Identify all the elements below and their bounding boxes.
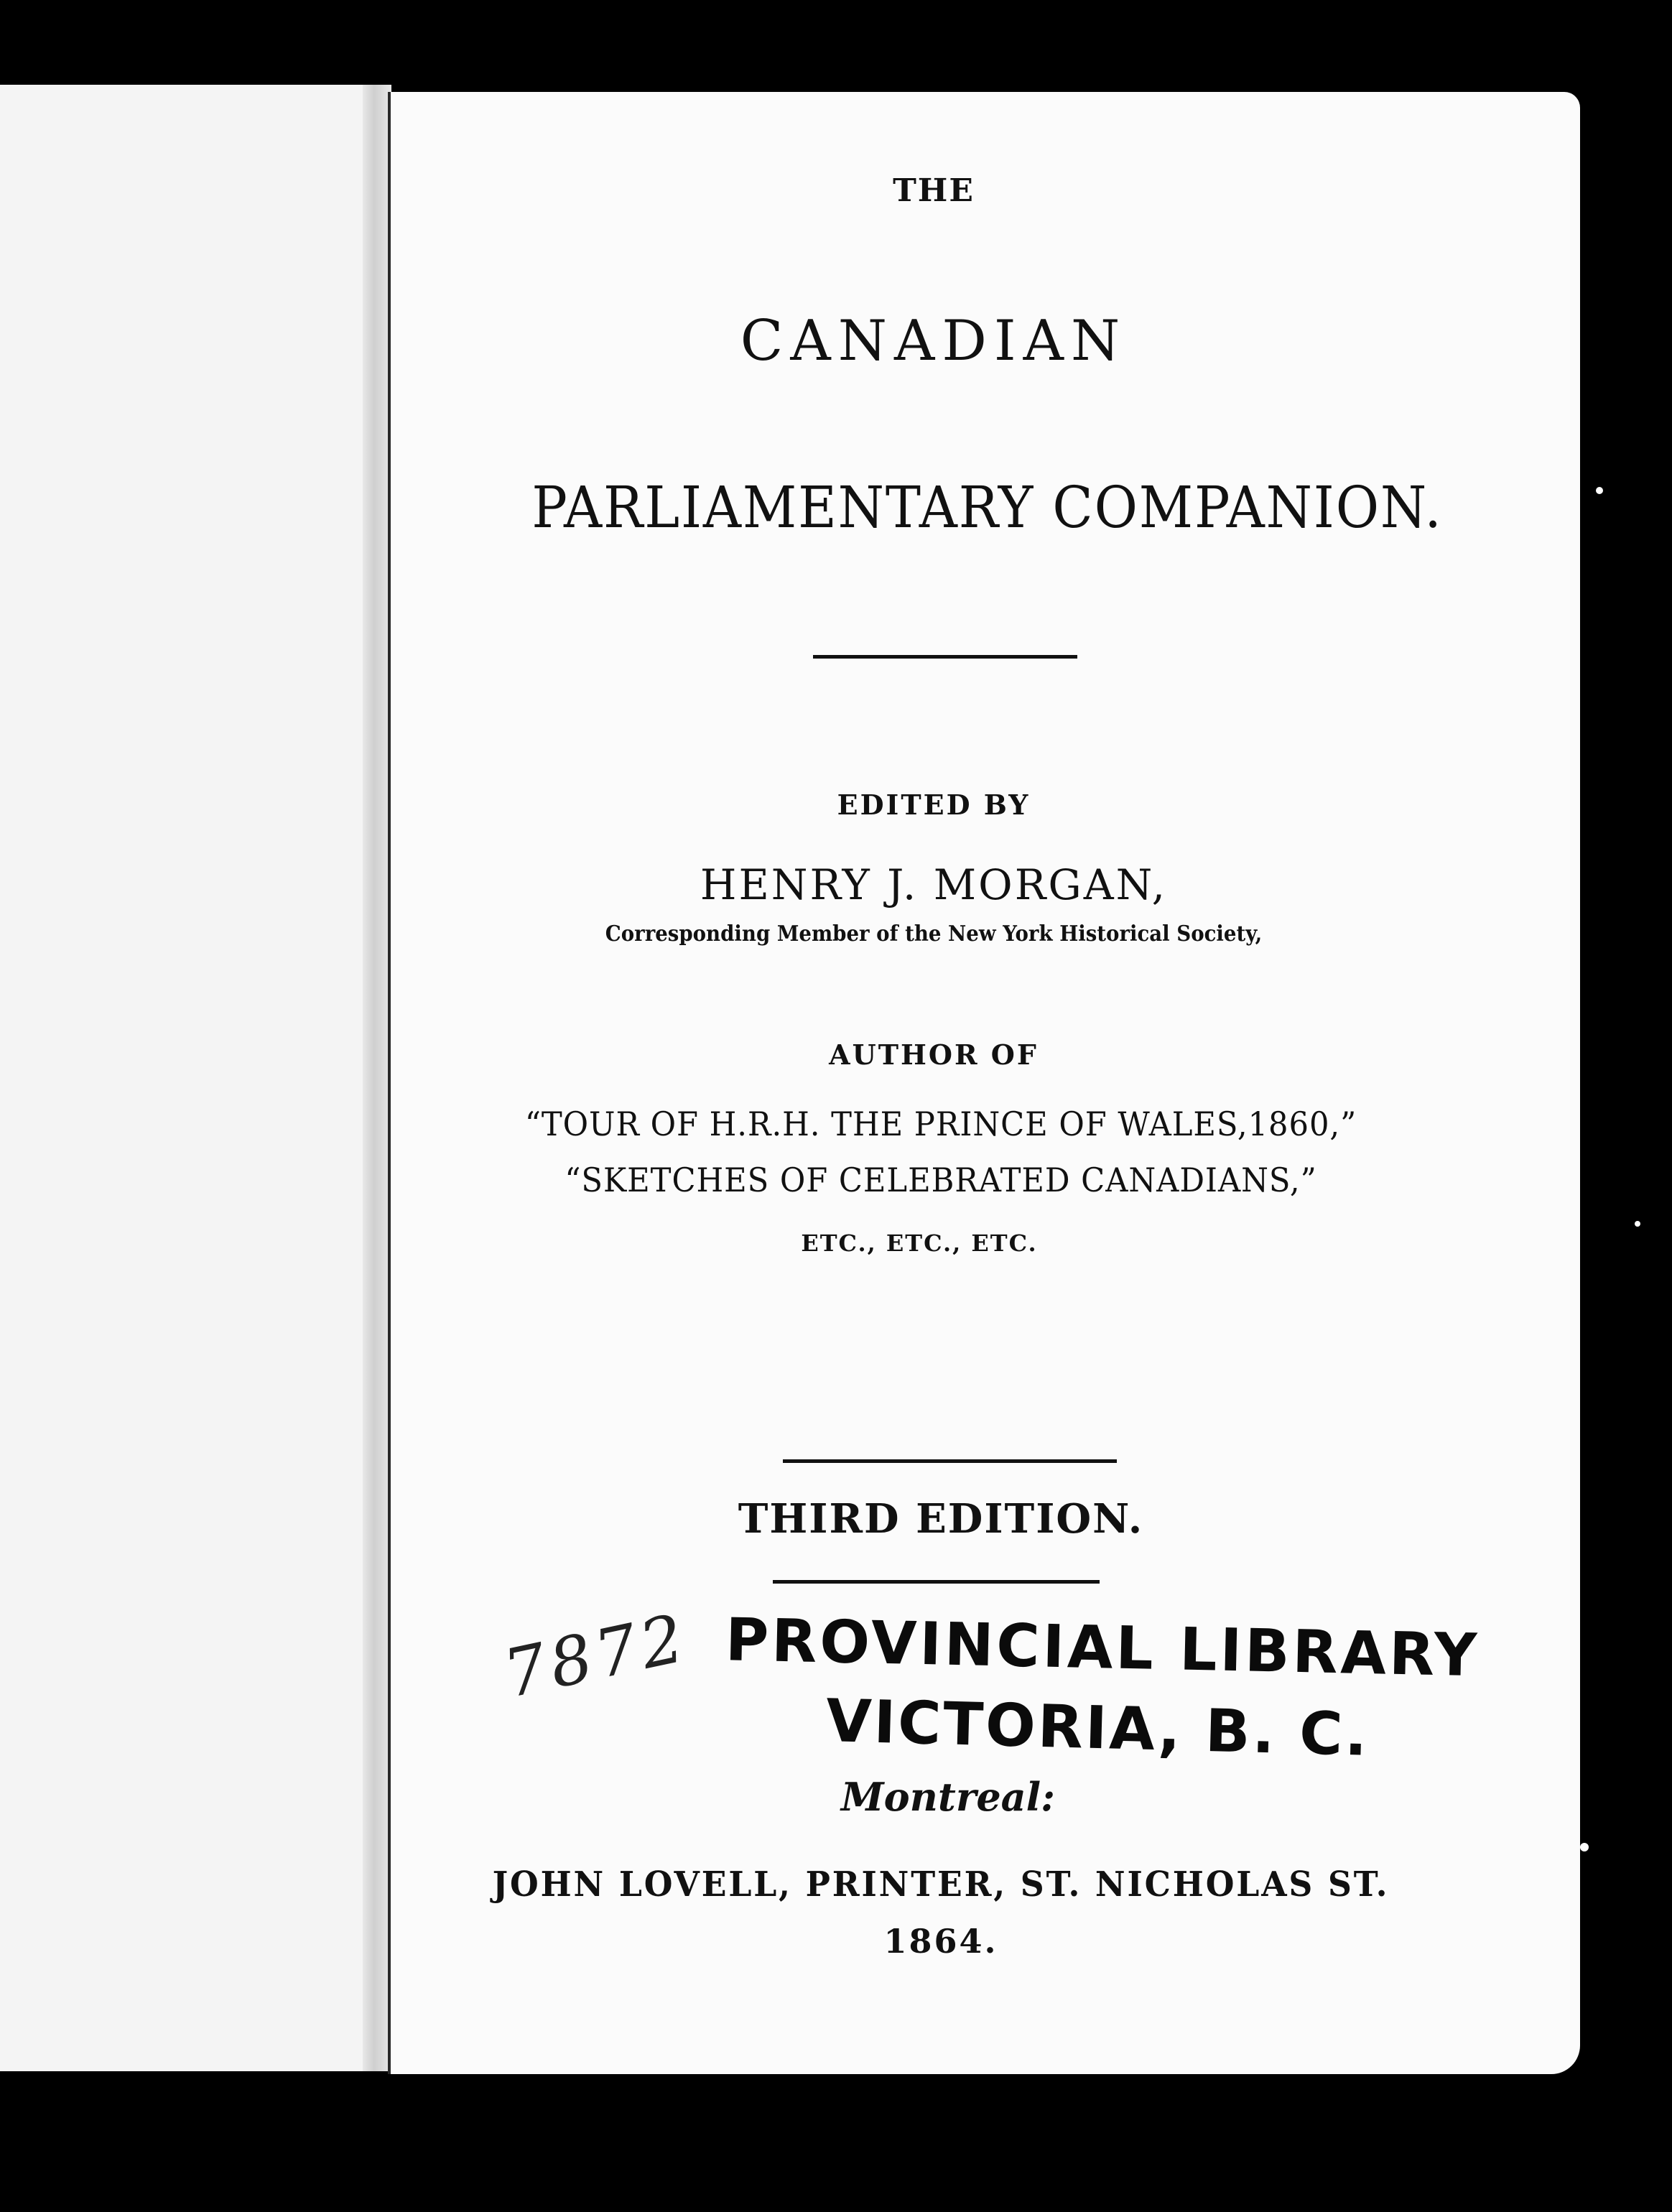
edition-label: THIRD EDITION. <box>738 1495 1144 1543</box>
author-of-label: AUTHOR OF <box>829 1038 1039 1071</box>
imprint-year: 1864. <box>883 1922 998 1961</box>
title-canadian: CANADIAN <box>740 309 1128 373</box>
title-the: THE <box>893 172 975 209</box>
prior-work-1: “TOUR OF H.R.H. THE PRINCE OF WALES,1860,” <box>524 1105 1357 1143</box>
scan-speck <box>1635 1221 1640 1227</box>
edition-rule-top <box>783 1459 1117 1463</box>
library-stamp-line-2: VICTORIA, B. C. <box>825 1687 1370 1770</box>
editor-name: HENRY J. MORGAN, <box>700 860 1168 909</box>
handwritten-accession-number: 7872 <box>497 1599 695 1714</box>
title-divider <box>813 655 1077 659</box>
imprint-printer: JOHN LOVELL, PRINTER, ST. NICHOLAS ST. <box>492 1864 1390 1905</box>
prior-work-2: “SKETCHES OF CELEBRATED CANADIANS,” <box>565 1161 1317 1199</box>
left-blank-page <box>0 85 384 2071</box>
library-stamp-line-1: PROVINCIAL LIBRARY <box>725 1606 1481 1691</box>
imprint-place: Montreal: <box>840 1774 1056 1820</box>
edited-by-label: EDITED BY <box>837 789 1031 821</box>
scan-speck <box>1580 1843 1589 1851</box>
editor-affiliation: Corresponding Member of the New York Historical Society, <box>605 921 1263 947</box>
edition-rule-bottom <box>773 1580 1100 1584</box>
etc-line: ETC., ETC., ETC. <box>801 1230 1038 1257</box>
title-main: PARLIAMENTARY COMPANION. <box>531 474 1443 541</box>
scan-speck <box>1596 487 1603 494</box>
book-gutter <box>363 85 391 2071</box>
